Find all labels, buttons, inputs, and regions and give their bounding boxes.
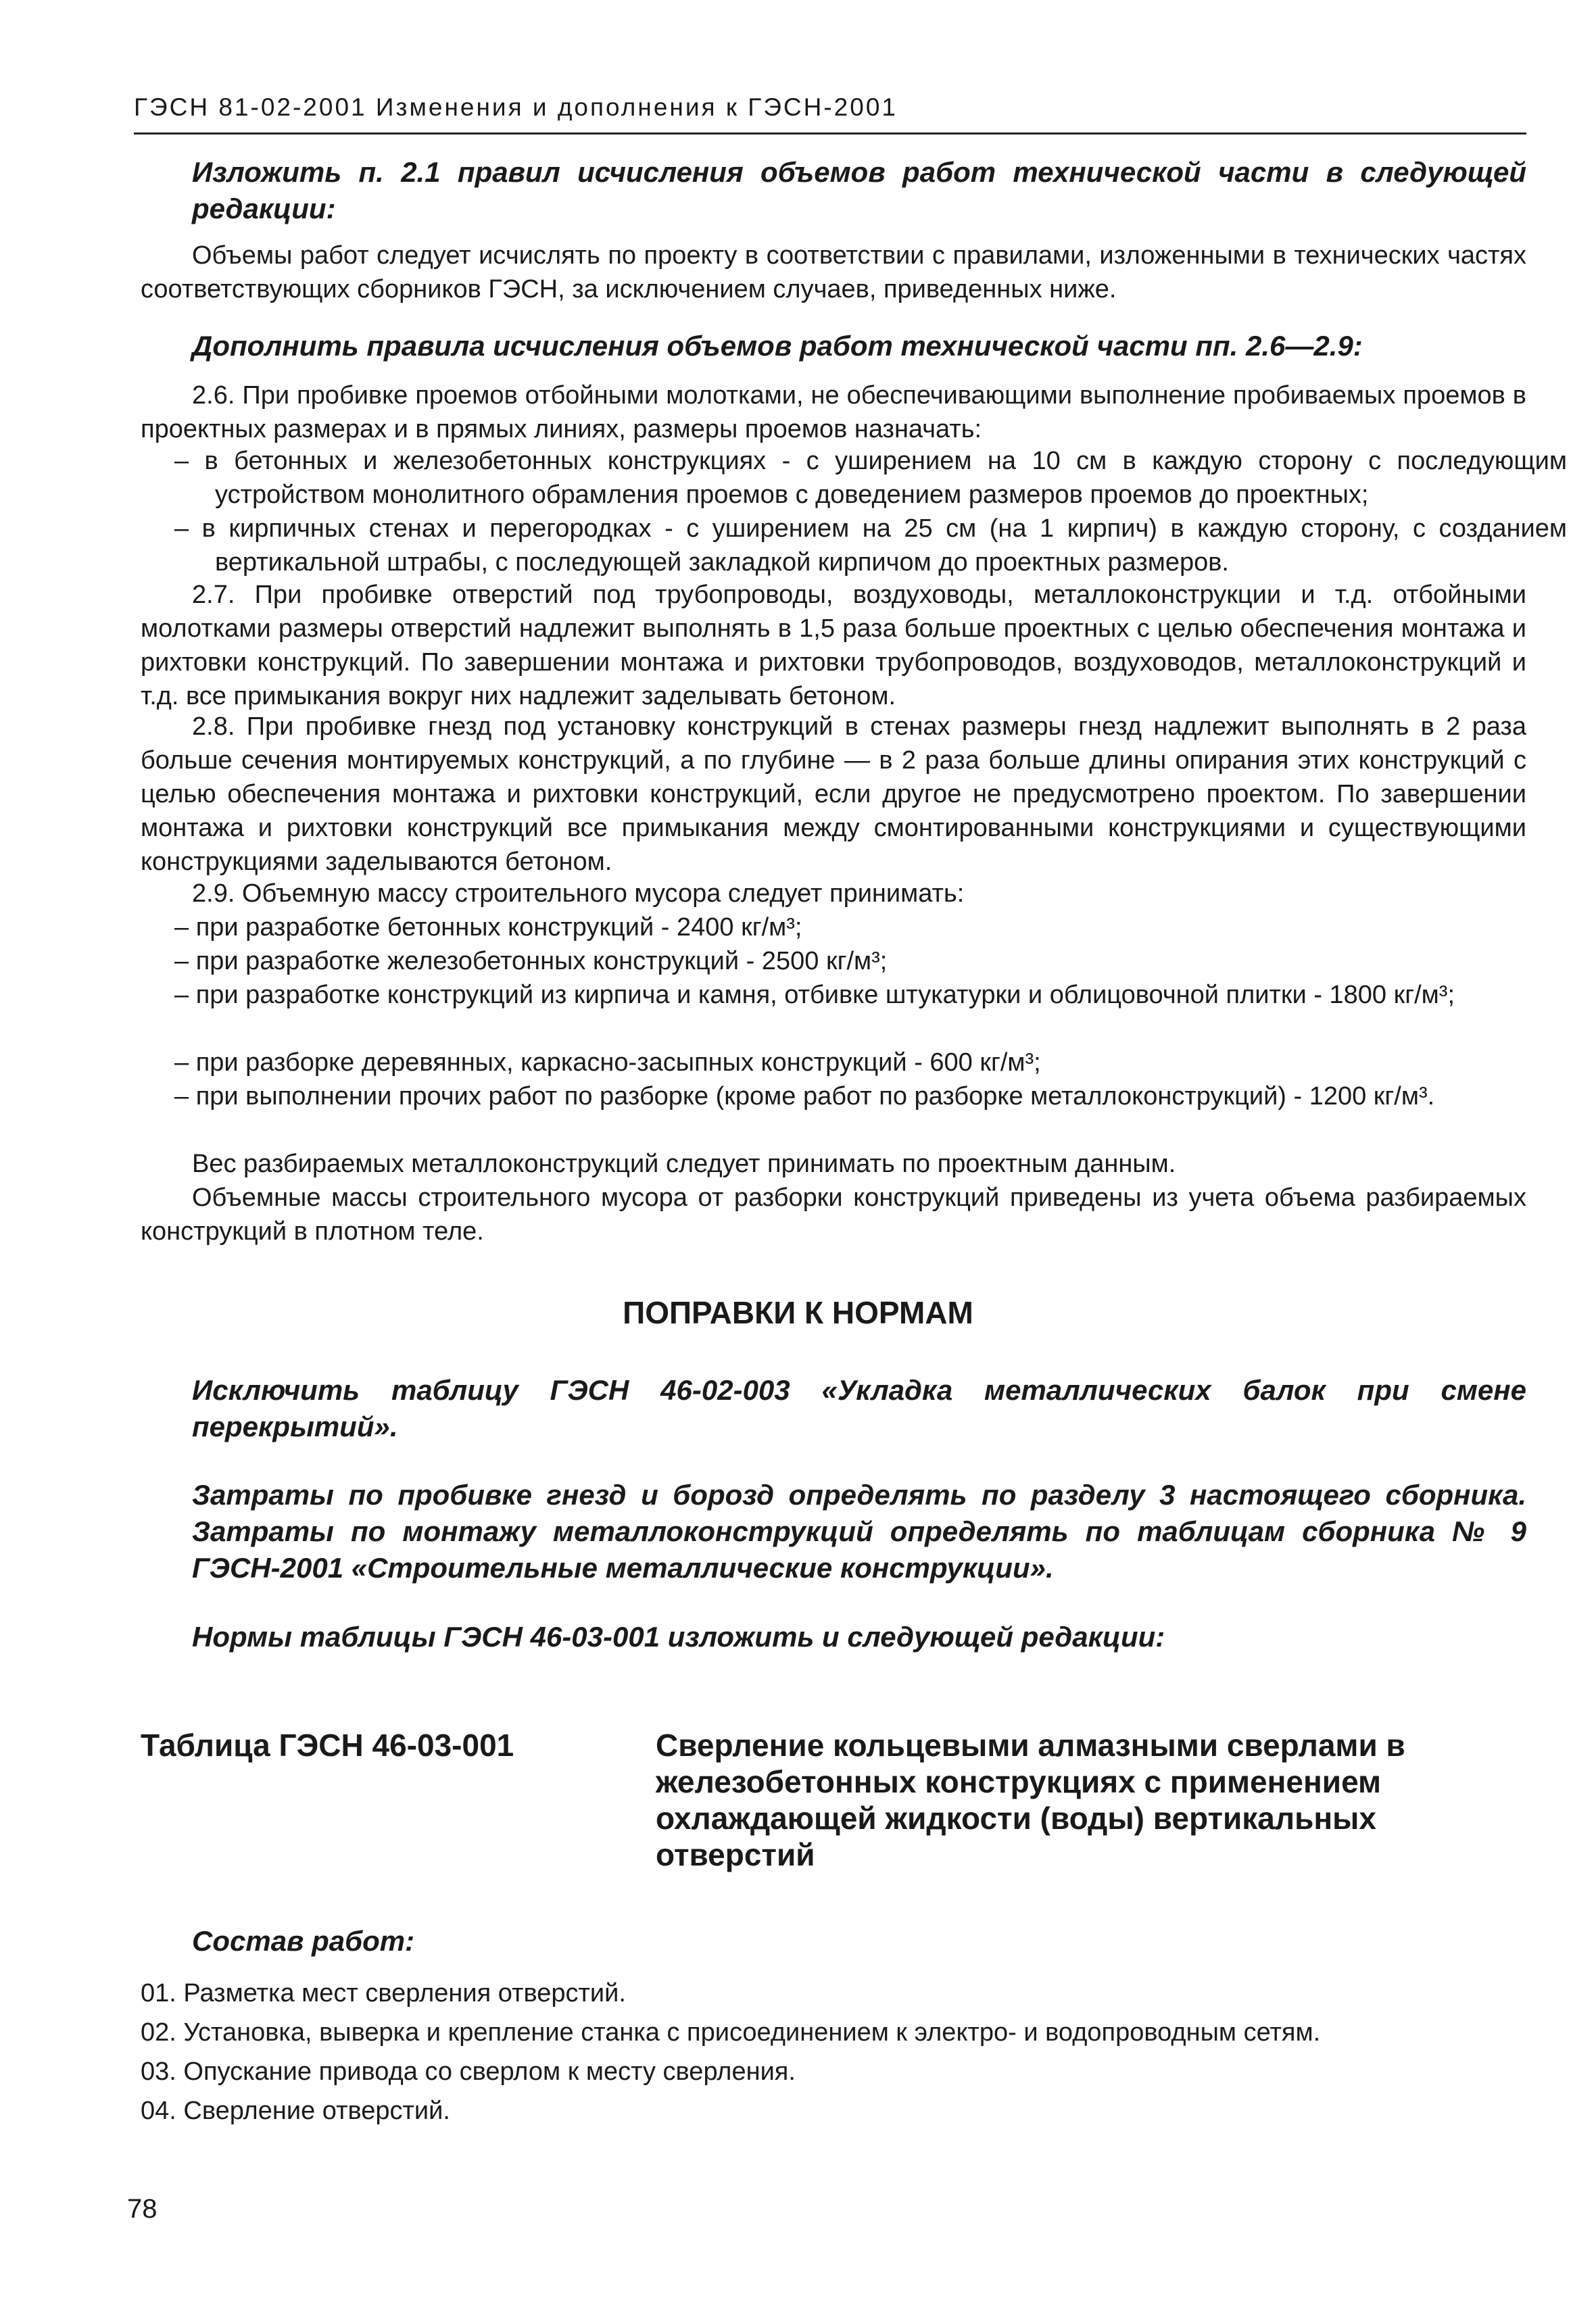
work-item: 04. Сверление отверстий. bbox=[141, 2097, 450, 2125]
additions-heading: Дополнить правила исчисления объемов работ технической части пп. 2.6—2.9: bbox=[192, 330, 1363, 362]
paragraph-2-6-item-b: – в кирпичных стенах и перегородках - с уширением на 25 см (на 1 кирпич) в каждую сторону, с созданием вертикальной штрабы, с последующей закладкой кирпичом до проектных размеров. bbox=[174, 514, 1567, 577]
section-title: ПОПРАВКИ К НОРМАМ bbox=[623, 1295, 973, 1330]
intro-heading: Изложить п. 2.1 правил исчисления объемов работ технической части в следующей редакции: bbox=[192, 156, 1526, 224]
work-item: 02. Установка, выверка и крепление станка с присоединением к электро- и водопроводным сетям. bbox=[141, 2018, 1321, 2047]
costs-instruction: Затраты по пробивке гнезд и борозд определять по разделу 3 настоящего сборника. Затраты по монтажу металлоконструкций определять по таблицам сборника № 9 ГЭСН-2001 «Строительные металлические конструкции». bbox=[192, 1479, 1526, 1584]
paragraph-2-6: 2.6. При пробивке проемов отбойными молотками, не обеспечивающими выполнение пробиваемых проемов в проектных размерах и в прямых линиях, размеры проемов назначать: bbox=[141, 381, 1526, 443]
table-title: Сверление кольцевыми алмазными сверлами в железобетонных конструкциях с применением охлаждающей жидкости (воды) вертикальных отверстий bbox=[656, 1728, 1405, 1872]
paragraph-2-7: 2.7. При пробивке отверстий под трубопроводы, воздуховоды, металлоконструкции и т.д. отбойными молотками размеры отверстий надлежит выполнять в 1,5 раза больше проектных с целью обеспечения монтажа и рихтовки конструкций. По завершении монтажа и рихтовки трубопроводов, воздуховодов, металлоконструкций и т.д. все примыкания вокруг них надлежит заделывать бетоном. bbox=[141, 581, 1526, 710]
debris-mass-item: – при выполнении прочих работ по разборке (кроме работ по разборке металлоконструкций) - 1200 кг/м³. bbox=[174, 1082, 1435, 1111]
page-number: 78 bbox=[127, 2194, 158, 2224]
table-code: Таблица ГЭСН 46-03-001 bbox=[141, 1728, 514, 1763]
paragraph-2-9: 2.9. Объемную массу строительного мусора следует принимать: bbox=[192, 879, 965, 908]
running-header: ГЭСН 81-02-2001 Изменения и дополнения к ГЭСН-2001 bbox=[134, 93, 1526, 135]
debris-mass-item: – при разборке деревянных, каркасно-засыпных конструкций - 600 кг/м³; bbox=[174, 1048, 1041, 1077]
intro-paragraph: Объемы работ следует исчислять по проекту в соответствии с правилами, изложенными в технических частях соответствующих сборников ГЭСН, за исключением случаев, приведенных ниже. bbox=[141, 241, 1526, 303]
work-item: 01. Разметка мест сверления отверстий. bbox=[141, 1979, 626, 2007]
debris-mass-item: – при разработке конструкций из кирпича и камня, отбивке штукатурки и облицовочной плитки - 1800 кг/м³; bbox=[174, 981, 1455, 1009]
weight-note: Вес разбираемых металлоконструкций следует принимать по проектным данным. bbox=[192, 1150, 1176, 1178]
debris-mass-item: – при разработке бетонных конструкций - 2400 кг/м³; bbox=[174, 913, 802, 942]
work-item: 03. Опускание привода со сверлом к месту сверления. bbox=[141, 2057, 796, 2086]
norms-instruction: Нормы таблицы ГЭСН 46-03-001 изложить и следующей редакции: bbox=[192, 1621, 1165, 1653]
work-composition-heading: Состав работ: bbox=[192, 1925, 415, 1957]
debris-mass-item: – при разработке железобетонных конструкций - 2500 кг/м³; bbox=[174, 947, 888, 975]
volume-note: Объемные массы строительного мусора от разборки конструкций приведены из учета объема разбираемых конструкций в плотном теле. bbox=[141, 1184, 1526, 1246]
paragraph-2-6-item-a: – в бетонных и железобетонных конструкциях - с уширением на 10 см в каждую сторону с последующим устройством монолитного обрамления проемов с доведением размеров проемов до проектных; bbox=[174, 447, 1567, 509]
exclude-instruction: Исключить таблицу ГЭСН 46-02-003 «Укладка металлических балок при смене перекрытий». bbox=[192, 1374, 1526, 1442]
paragraph-2-8: 2.8. При пробивке гнезд под установку конструкций в стенах размеры гнезд надлежит выполнять в 2 раза больше сечения монтируемых конструкций, а по глубине — в 2 раза больше длины опирания этих конструкций с целью обеспечения монтажа и рихтовки конструкций, если другое не предусмотрено проектом. По завершении монтажа и рихтовки конструкций все примыкания между смонтированными конструкциями и существующими конструкциями заделываются бетоном. bbox=[141, 712, 1526, 876]
